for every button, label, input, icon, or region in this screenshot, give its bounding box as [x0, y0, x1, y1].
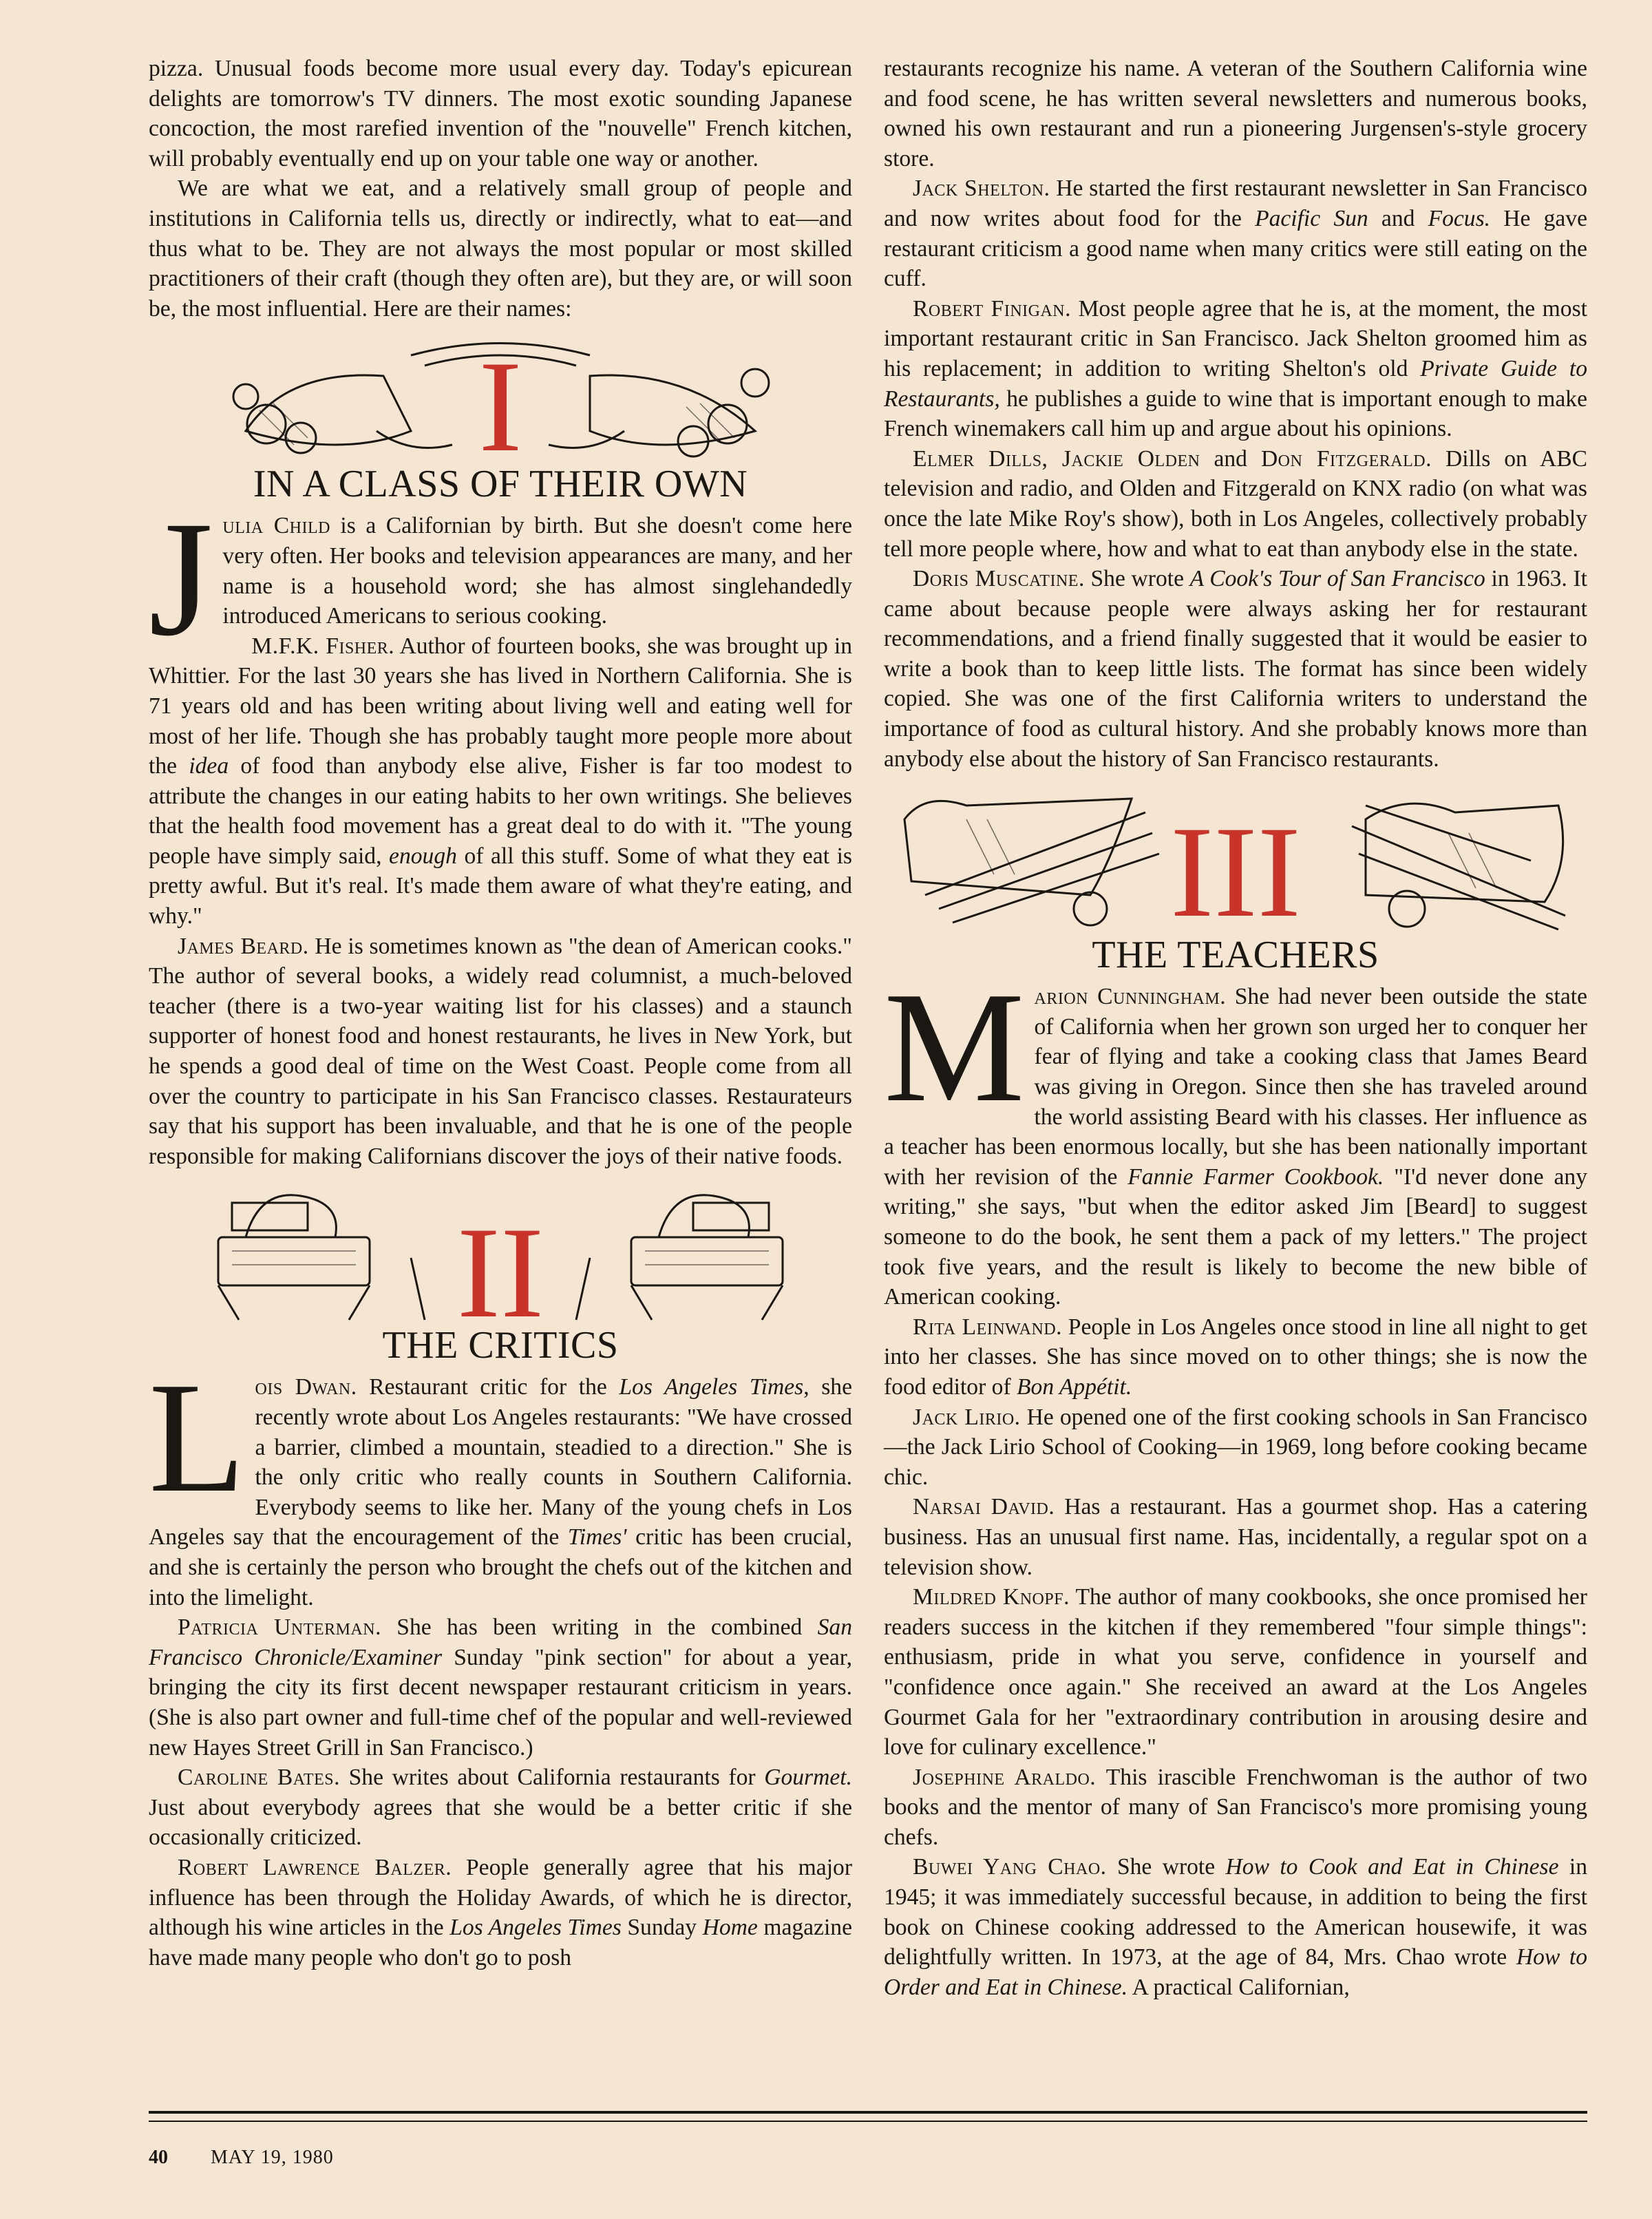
entry-jack-lirio: Jack Lirio. He opened one of the first cooking schools in San Francisco—the Jack Lirio School of Cooking—in 1969, long before cooking became chic. — [884, 1404, 1587, 1490]
dropcap-l: L — [149, 1349, 246, 1526]
entry-buwei-yang-chao: Buwei Yang Chao. She wrote How to Cook and Eat in Chinese in 1945; it was immediately successful because, in addition to being the first book on Chinese cooking addressed to the American housewife, it was delightfully written. In 1973, at the age of 84, Mrs. Chao wrote How to Order and Eat in Chinese. A practical Californian, — [884, 1854, 1588, 2000]
dropcap-m: M — [884, 959, 1025, 1135]
intro-paragraph-1: pizza. Unusual foods become more usual every day. Today's epicurean delights are tomorrow's TV dinners. The most exotic sounding Japanese concoction, the most rarefied invention of the "nouvelle" French kitchen, will probably eventually end up on your table one way or another. — [149, 56, 852, 171]
section-2-numeral: II — [456, 1201, 544, 1327]
section-2-title: THE CRITICS — [382, 1324, 619, 1367]
section-3-title: THE TEACHERS — [1092, 934, 1379, 977]
intro-paragraph-2: We are what we eat, and a relatively small group of people and institutions in California tells us, directly or indirectly, what to eat—and thus what to be. They are not always the most popular or most skilled practitioners of their craft (though they often are), but they are, or will soon be, the most influential. Here are their names: — [149, 176, 852, 322]
entry-josephine-araldo: Josephine Araldo. This irascible Frenchwoman is the author of two books and the mentor of many of San Francisco's more promising young chefs. — [884, 1764, 1587, 1850]
section-1-header — [149, 328, 852, 505]
entry-mildred-knopf: Mildred Knopf. The author of many cookbooks, she once promised her readers success in the kitchen if they remembered "four simple things": enthusiasm, pride in what you serve, confidence in yourself and "confidence once again." She received an award at the Los Angeles Gourmet Gala for her "extraordinary contribution in arousing desire and love for culinary excellence." — [884, 1584, 1587, 1760]
cornucopia-illustration — [204, 328, 796, 465]
footer-rule — [149, 2111, 1587, 2122]
section-1-title: IN A CLASS OF THEIR OWN — [253, 463, 748, 506]
quills-vegetables-illustration — [884, 778, 1587, 936]
entry-patricia-unterman: Patricia Unterman. She has been writing in the combined San Francisco Chronicle/Examiner Sunday "pink section" for about a year, bringing the city its first decent newspaper restaurant criticism in years. (She is also part owner and full-time chef of the popular and well-reviewed new Hayes Street Grill in San Francisco.) — [149, 1615, 853, 1760]
entry-caroline-bates: Caroline Bates. She writes about California restaurants for Gourmet. Just about everybody agrees that she would be a better critic if she occasionally criticized. — [149, 1765, 852, 1851]
section-1-numeral: I — [478, 335, 522, 466]
entry-narsai-david: Narsai David. Has a restaurant. Has a gourmet shop. Has a catering business. Has an unusual first name. Has, incidentally, a regular spot on a television show. — [884, 1494, 1587, 1580]
continued-paragraph: restaurants recognize his name. A veteran of the Southern California wine and food scene, he has written several newsletters and numerous books, owned his own restaurant and run a pioneering Jurgensen's-style grocery store. — [884, 56, 1587, 171]
section-3-header — [884, 778, 1587, 976]
entry-name: ulia Child — [222, 513, 330, 539]
entry-jack-shelton: Jack Shelton. He started the first restaurant newsletter in San Francisco and now writes about food for the Pacific Sun and Focus. He gave restaurant criticism a good name when many critics were still eating on the cuff. — [884, 176, 1587, 292]
entry-rita-leinwand: Rita Leinwand. People in Los Angeles once stood in line all night to get into her classes. She has since moved on to other things; she is now the food editor of Bon Appétit. — [884, 1314, 1588, 1400]
right-column — [884, 54, 1587, 2002]
entry-james-beard: James Beard. He is sometimes known as "the dean of American cooks." The author of several books, a widely read columnist, a much-beloved teacher (there is a two-year waiting list for his classes) and a staunch supporter of honest food and honest restaurants, he lives in New York, but he spends a good deal of time on the West Coast. People come from all over the country to participate in his San Francisco classes. Restaurateurs say that his support has been invaluable, and that he is one of the people responsible for making Californians discover the joys of their native foods. — [149, 933, 853, 1169]
entry-lois-dwan: Lois Dwan. Restaurant critic for the Los Angeles Times, she recently wrote about Los Angeles restaurants: "We have crossed a barrier, climbed a mountain, steadied to a direction." She is the only critic who really counts in Southern California. Everybody seems to like her. Many of the young chefs in Los Angeles say that the encouragement of the Times' critic has been crucial, and she is certainly the person who brought the chefs out of the kitchen and into the limelight. — [149, 1349, 853, 1610]
entry-mfk-fisher: M.F.K. Fisher. Author of fourteen books, she was brought up in Whittier. For the last 30 years she has lived in Northern California. She is 71 years old and has been writing about living well and eating well for most of her life. Though she has probably taught more people more about the idea of food than anybody else alive, Fisher is far too modest to attribute the changes in our eating habits to her own writings. She believes that the health food movement has a great deal to do with it. "The young people have simply said, enough of all this stuff. Some of what they eat is pretty awful. But it's real. It's made them aware of what they're eating, and why." — [149, 633, 853, 929]
entry-marion-cunningham: Marion Cunningham. She had never been outside the state of California when her grown son urged her to conquer her fear of flying and take a cooking class that James Beard was giving in Oregon. Since then she has traveled around the world assisting Beard with his classes. Her influence as a teacher has been enormous locally, but she has been nationally important with her revision of the Fannie Farmer Cookbook. "I'd never done any writing," she says, "but when the editor asked Jim [Beard] to suggest someone to do the book, he sent them a pack of my letters." The project took five years, and the result is likely to become the new bible of American cooking. — [884, 959, 1587, 1310]
entry-robert-finigan: Robert Finigan. Most people agree that he is, at the moment, the most important restaurant critic in San Francisco. Jack Shelton groomed him as his replacement; in addition to writing Shelton's old Private Guide to Restaurants, he publishes a guide to wine that is important enough to make French winemakers call him up and argue about his opinions. — [884, 295, 1587, 442]
issue-date: MAY 19, 1980 — [211, 2147, 334, 2168]
typewriter-illustration — [204, 1175, 796, 1327]
entry-doris-muscatine: Doris Muscatine. She wrote A Cook's Tour of San Francisco in 1963. It came about because people were always asking her for restaurant recommendations, and a friend finally suggested that it would be easier to write a book than to keep little lists. The format has since been widely copied. She was one of the first California writers to understand the importance of food as cultural history. And she probably knows more than anybody else about the history of San Francisco restaurants. — [884, 566, 1587, 772]
entry-elmer-dills: Elmer Dills, Jackie Olden and Don Fitzgerald. Dills on ABC television and radio, and Olden and Fitzgerald on KNX radio (on what was once the late Mike Roy's show), both in Los Angeles, collectively probably tell more people where, how and what to eat than anybody else in the state. — [884, 445, 1587, 562]
dropcap-j: J — [149, 487, 213, 671]
entry-julia-child: Julia Child is a Californian by birth. But she doesn't come here very often. Her books and television appearances are many, and her name is a household word; she has almost singlehandedly introduced Americans to serious cooking. — [149, 487, 852, 671]
left-column — [149, 54, 852, 1973]
section-3-numeral: III — [1170, 800, 1301, 937]
entry-robert-balzer: Robert Lawrence Balzer. People generally agree that his major influence has been through the Holiday Awards, of which he is director, although his wine articles in the Los Angeles Times Sunday Home magazine have made many people who don't go to posh — [149, 1854, 853, 1970]
page-number: 40 — [149, 2147, 168, 2168]
section-2-header — [149, 1175, 852, 1367]
